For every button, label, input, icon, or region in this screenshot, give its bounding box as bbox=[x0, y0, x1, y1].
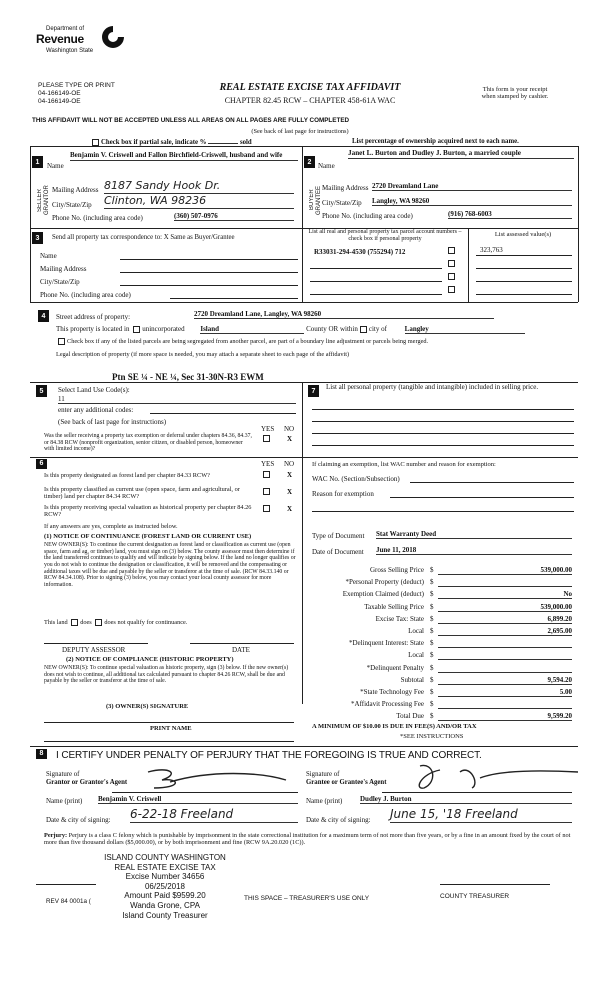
stamp-line-7: Island County Treasurer bbox=[122, 910, 208, 920]
receipt-note bbox=[460, 86, 570, 101]
fin-row-value[interactable]: 9,594.20 bbox=[438, 676, 572, 685]
section-2-marker: 2 bbox=[304, 156, 315, 168]
county-value[interactable]: Island bbox=[200, 325, 304, 334]
exemption-question: Was the seller receiving a property tax exemption or deferral under chapters 84.36, 84.37, or 84.38 RCW (nonprofit organization, senior citizen, or disabled person, homeowner with limited income)? bbox=[44, 433, 252, 453]
doc-date-value[interactable]: June 11, 2018 bbox=[376, 546, 572, 555]
fin-row-label: Local bbox=[408, 627, 424, 635]
stamp-line-6: Wanda Grone, CPA bbox=[130, 900, 200, 910]
parcel-personal-checkbox-4[interactable] bbox=[448, 286, 455, 293]
current-use-yes-checkbox[interactable] bbox=[263, 488, 270, 495]
within-city-checkbox[interactable] bbox=[360, 326, 367, 333]
parcel-personal-checkbox-1[interactable] bbox=[448, 247, 455, 254]
treasurer-space-label: THIS SPACE – TREASURER'S USE ONLY bbox=[244, 895, 370, 902]
fin-row-dollar: $ bbox=[430, 566, 434, 574]
buyer-city-value[interactable]: Langley, WA 98260 bbox=[372, 197, 572, 206]
personal-property-label: List all personal property (tangible and intangible) included in selling price. bbox=[326, 383, 539, 391]
fin-row-value[interactable] bbox=[438, 578, 572, 587]
grantor-sig-line2: Grantor or Grantor's Agent bbox=[46, 778, 128, 786]
fin-row-value[interactable] bbox=[438, 639, 572, 648]
doc-type-value[interactable]: Stat Warranty Deed bbox=[376, 530, 572, 539]
segregated-row bbox=[56, 338, 428, 345]
perjury-text: Perjury is a class C felony which is punishable by imprisonment in the state correctional institution for a maximum term of not more than five years, or by a fine in an amount fixed by the court of not more than five thousand dollars ($5,000.00), or by both imprisonment and fine (RCW 9A.20.020 (1C)). bbox=[44, 832, 571, 847]
section-3-marker: 3 bbox=[32, 232, 43, 244]
grantee-signature-label bbox=[306, 771, 386, 787]
county-treasurer-label: COUNTY TREASURER bbox=[440, 893, 510, 900]
owner-signature-label: (3) OWNER(S) SIGNATURE bbox=[106, 703, 189, 710]
fin-row-value[interactable] bbox=[438, 700, 572, 709]
perjury-notice bbox=[44, 832, 574, 846]
section-6-marker: 6 bbox=[36, 459, 47, 469]
fin-row-label: Exemption Claimed (deduct) bbox=[342, 590, 424, 598]
fin-row-value[interactable] bbox=[438, 651, 572, 660]
revenue-label: Revenue bbox=[36, 32, 84, 46]
corr-name-label: Name bbox=[40, 252, 57, 260]
fin-row-label: *Delinquent Penalty bbox=[366, 664, 424, 672]
buyer-city-label: City/State/Zip bbox=[322, 199, 362, 207]
exemption-claim-label: If claiming an exemption, list WAC number and reason for exemption: bbox=[312, 461, 496, 468]
street-value[interactable]: 2720 Dreamland Lane, Langley, WA 98260 bbox=[194, 310, 494, 319]
fin-row-dollar: $ bbox=[430, 676, 434, 684]
fin-row-dollar: $ bbox=[430, 700, 434, 708]
see-instructions: *SEE INSTRUCTIONS bbox=[400, 733, 464, 740]
does-label: does bbox=[80, 619, 92, 626]
section-7-marker: 7 bbox=[308, 385, 319, 397]
fin-row-value[interactable]: 539,000.00 bbox=[438, 566, 572, 575]
fin-row-dollar: $ bbox=[430, 590, 434, 598]
forest-no-answer[interactable]: X bbox=[287, 471, 293, 479]
grantee-name-value[interactable]: Dudley J. Burton bbox=[360, 795, 572, 804]
form-subtitle: CHAPTER 82.45 RCW – CHAPTER 458-61A WAC bbox=[224, 96, 396, 105]
fin-row-label: *Personal Property (deduct) bbox=[345, 578, 424, 586]
fin-row-dollar: $ bbox=[430, 578, 434, 586]
parcel-number[interactable]: R33031-294-4530 (755294) 712 bbox=[314, 248, 406, 256]
historic-no-answer[interactable]: X bbox=[287, 505, 293, 513]
buyer-name-value[interactable]: Janet L. Burton and Dudley J. Burton, a married couple bbox=[348, 148, 574, 159]
fin-row-label: Subtotal bbox=[400, 676, 424, 684]
fin-row-label: Taxable Selling Price bbox=[364, 603, 424, 611]
print-name-label: PRINT NAME bbox=[150, 725, 192, 732]
seller-grantor-label: SELLER GRANTOR bbox=[37, 185, 50, 215]
section-5-marker: 5 bbox=[36, 385, 47, 397]
revenue-logo bbox=[36, 26, 126, 66]
if-yes-label: If any answers are yes, complete as instructed below. bbox=[44, 523, 178, 530]
grantor-name-value[interactable]: Benjamin V. Criswell bbox=[98, 795, 298, 804]
parcel-header: List all real and personal property tax parcel account numbers – check box if personal property bbox=[308, 229, 462, 242]
form-code-1: 04-166149-OE bbox=[38, 90, 81, 98]
dept-of-label: Department of bbox=[46, 26, 85, 32]
buyer-phone-value[interactable]: (916) 768-6003 bbox=[448, 210, 572, 219]
unincorporated-checkbox[interactable] bbox=[133, 326, 140, 333]
see-back-instructions: (See back of last page for instructions) bbox=[251, 128, 349, 135]
seller-city-label: City/State/Zip bbox=[52, 201, 92, 209]
location-row bbox=[56, 325, 576, 334]
located-in-label: This property is located in bbox=[56, 325, 130, 333]
does-checkbox[interactable] bbox=[71, 619, 78, 626]
fin-row-dollar: $ bbox=[430, 664, 434, 672]
segregated-checkbox[interactable] bbox=[58, 338, 65, 345]
seller-phone-label: Phone No. (including area code) bbox=[52, 214, 143, 222]
historic-question: Is this property receiving special valuation as historical property per chapter 84.26 RCW? bbox=[44, 504, 252, 519]
certify-statement: I CERTIFY UNDER PENALTY OF PERJURY THAT THE FOREGOING IS TRUE AND CORRECT. bbox=[56, 750, 482, 761]
correspondence-row bbox=[52, 234, 235, 242]
city-of-label: city of bbox=[368, 325, 387, 333]
street-label: Street address of property: bbox=[56, 313, 131, 321]
perjury-title: Perjury: bbox=[44, 832, 68, 839]
correspondence-label: Send all property tax correspondence to: bbox=[52, 234, 163, 241]
no-header-5: NO bbox=[284, 425, 295, 433]
yes-header-5: YES bbox=[261, 425, 275, 433]
deputy-assessor-label: DEPUTY ASSESSOR bbox=[62, 646, 126, 654]
within-label: within bbox=[339, 325, 358, 333]
fin-row-dollar: $ bbox=[430, 639, 434, 647]
grantee-name-label: Name (print) bbox=[306, 797, 343, 805]
notice1-body: NEW OWNER(S): To continue the current designation as forest land or classification as current use (open space, farm and ag, or timber) land, you must sign on (3) below. The county assessor must then determine if the land transferred continues to qualify and will indicate by signing below. If the land no longer qualifies or you do not wish to continue the designation or classification, it will be removed and the compensating or additional taxes will be due and payable by the seller or transferor at the time of sale. (RCW 84.33.140 or RCW 84.34.108). Prior to signing (3) below, you may contact your local county assessor for more information. bbox=[44, 542, 296, 588]
warning-text: THIS AFFIDAVIT WILL NOT BE ACCEPTED UNLESS ALL AREAS ON ALL PAGES ARE FULLY COMPLETED bbox=[32, 117, 350, 124]
does-not-label: does not qualify for continuance. bbox=[104, 619, 188, 626]
land-use-value[interactable]: 11 bbox=[58, 395, 296, 404]
forest-yes-checkbox[interactable] bbox=[263, 471, 270, 478]
header-codes bbox=[38, 82, 115, 106]
legal-desc-label: Legal description of property (if more space is needed, you may attach a separate sheet to each page of the affidavit) bbox=[56, 351, 350, 358]
fin-row-dollar: $ bbox=[430, 603, 434, 611]
fin-row-label: Excise Tax: State bbox=[375, 615, 424, 623]
section-1-marker: 1 bbox=[32, 156, 43, 168]
buyer-name-label: Name bbox=[318, 162, 335, 170]
grantor-signature-label bbox=[46, 771, 127, 787]
form-title: REAL ESTATE EXCISE TAX AFFIDAVIT bbox=[219, 82, 401, 93]
notice2-title: (2) NOTICE OF COMPLIANCE (HISTORIC PROPERTY) bbox=[66, 656, 234, 663]
grantor-name-label: Name (print) bbox=[46, 797, 83, 805]
assessed-value[interactable]: 323,763 bbox=[480, 246, 503, 254]
seller-phone-value[interactable]: (360) 507-0976 bbox=[174, 212, 294, 221]
ownership-header: List percentage of ownership acquired next to each name. bbox=[352, 138, 519, 145]
parcel-personal-checkbox-3[interactable] bbox=[448, 273, 455, 280]
grantee-date-city[interactable]: June 15, '18 Freeland bbox=[390, 808, 572, 823]
seller-mailing-value[interactable]: 8187 Sandy Hook Dr. bbox=[104, 180, 294, 194]
fin-row-label: Local bbox=[408, 651, 424, 659]
washington-state-label: Washington State bbox=[46, 48, 94, 54]
historic-yes-checkbox[interactable] bbox=[263, 505, 270, 512]
grantor-date-label: Date & city of signing: bbox=[46, 816, 111, 824]
fin-row-dollar: $ bbox=[430, 688, 434, 696]
wac-label: WAC No. (Section/Subsection) bbox=[312, 475, 400, 483]
legal-desc-value[interactable]: Ptn SE ¼ - NE ¼, Sec 31-30N-R3 EWM bbox=[112, 372, 264, 382]
exemption-no-answer[interactable]: X bbox=[287, 435, 293, 443]
minimum-fee-notice: A MINIMUM OF $10.00 IS DUE IN FEE(S) AND/OR TAX bbox=[312, 723, 477, 730]
no-header-6: NO bbox=[284, 460, 295, 468]
segregated-label: Check box if any of the listed parcels are being segregated from another parcel, are part of a boundary line adjustment or parcels being merged. bbox=[67, 338, 429, 345]
fin-row-value[interactable] bbox=[438, 664, 572, 673]
forest-question: Is this property designated as forest land per chapter 84.33 RCW? bbox=[44, 472, 210, 479]
stamp-line-1: ISLAND COUNTY WASHINGTON bbox=[104, 853, 226, 862]
seller-name-label: Name bbox=[47, 162, 64, 170]
fin-row-value[interactable]: 539,000.00 bbox=[438, 603, 572, 612]
fin-row-label: *State Technology Fee bbox=[360, 688, 424, 696]
continuance-row bbox=[44, 619, 187, 626]
notice1-title: (1) NOTICE OF CONTINUANCE (FOREST LAND OR CURRENT USE) bbox=[44, 533, 252, 540]
seller-mailing-label: Mailing Address bbox=[52, 186, 99, 194]
stamp-line-3: Excise Number 34656 bbox=[125, 872, 205, 882]
stamp-line-4: 06/25/2018 bbox=[144, 881, 186, 891]
buyer-phone-label: Phone No. (including area code) bbox=[322, 212, 413, 220]
yes-header-6: YES bbox=[261, 460, 275, 468]
grantee-sig-line2: Grantee or Grantee's Agent bbox=[306, 778, 387, 786]
additional-codes-label: enter any additional codes: bbox=[58, 406, 134, 414]
sold-label: sold bbox=[239, 139, 252, 146]
doc-date-label: Date of Document bbox=[312, 548, 364, 556]
fin-row-label: Gross Selling Price bbox=[369, 566, 424, 574]
revenue-swirl-icon bbox=[100, 24, 126, 50]
corr-mailing-label: Mailing Address bbox=[40, 265, 87, 273]
form-code-2: 04-166149-OE bbox=[38, 98, 81, 106]
fin-row-dollar: $ bbox=[430, 615, 434, 623]
grantee-sig-line1: Signature of bbox=[306, 771, 340, 778]
fin-row-label: *Affidavit Processing Fee bbox=[351, 700, 424, 708]
same-as-buyer[interactable]: X Same as Buyer/Grantee bbox=[163, 234, 235, 241]
buyer-mailing-value[interactable]: 2720 Dreamland Lane bbox=[372, 182, 572, 191]
partial-percent-line[interactable] bbox=[208, 138, 238, 144]
fin-row-value[interactable]: No bbox=[438, 590, 572, 599]
corr-city-label: City/State/Zip bbox=[40, 278, 80, 286]
buyer-grantee-label: BUYER GRANTEE bbox=[309, 185, 322, 215]
parcel-personal-checkbox-2[interactable] bbox=[448, 260, 455, 267]
fin-row-dollar: $ bbox=[430, 651, 434, 659]
fin-row-value[interactable]: 6,899.20 bbox=[438, 615, 572, 624]
corr-phone-label: Phone No. (including area code) bbox=[40, 291, 131, 299]
receipt-note-line1: This form is your receipt bbox=[482, 86, 548, 93]
partial-sale-label: Check box if partial sale, indicate % bbox=[101, 139, 207, 146]
grantee-date-label: Date & city of signing: bbox=[306, 816, 371, 824]
grantor-signature[interactable] bbox=[140, 764, 290, 794]
fin-row-value[interactable]: 5.00 bbox=[438, 688, 572, 697]
deputy-date-label: DATE bbox=[232, 646, 250, 654]
fin-row-dollar: $ bbox=[430, 627, 434, 635]
seller-city-value[interactable]: Clinton, WA 98236 bbox=[104, 195, 294, 209]
exemption-yes-checkbox[interactable] bbox=[263, 435, 270, 442]
partial-sale-checkbox[interactable] bbox=[92, 139, 99, 146]
this-land-label: This land bbox=[44, 619, 68, 626]
rev-code: REV 84 0001a ( bbox=[46, 898, 91, 905]
doc-type-label: Type of Document bbox=[312, 532, 365, 540]
county-or-label: County OR bbox=[306, 325, 339, 333]
current-use-question: Is this property classified as current use (open space, farm and agricultural, or timber) land per chapter 84.34 RCW? bbox=[44, 486, 240, 501]
fin-row-value[interactable]: 2,695.00 bbox=[438, 627, 572, 636]
notice2-body: NEW OWNER(S): To continue special valuation as historic property, sign (3) below. If the new owner(s) does not wish to continue, all additional tax calculated pursuant to chapter 84.26 RCW, shall be due and payable by the seller or transferor at the time of sale. bbox=[44, 665, 289, 685]
unincorporated-label: unincorporated bbox=[142, 325, 185, 333]
reason-label: Reason for exemption bbox=[312, 490, 374, 498]
stamp-line-2: REAL ESTATE EXCISE TAX bbox=[114, 862, 216, 872]
receipt-note-line2: when stamped by cashier. bbox=[481, 93, 549, 101]
seller-name-value[interactable]: Benjamin V. Criswell and Fallon Birchfield-Criswell, husband and wife bbox=[70, 150, 298, 161]
stamp-line-5: Amount Paid $9599.20 bbox=[124, 891, 206, 901]
buyer-mailing-label: Mailing Address bbox=[322, 184, 369, 192]
assessed-header: List assessed value(s) bbox=[494, 231, 552, 238]
land-use-label: Select Land Use Code(s): bbox=[58, 386, 130, 394]
grantor-date-city[interactable]: 6-22-18 Freeland bbox=[130, 808, 298, 823]
treasurer-stamp bbox=[100, 853, 230, 920]
see-back-codes: (See back of last page for instructions) bbox=[58, 418, 167, 426]
fin-row-value[interactable]: 9,599.20 bbox=[438, 712, 572, 721]
section-4-marker: 4 bbox=[38, 310, 49, 322]
fin-row-label: *Delinquent Interest: State bbox=[348, 639, 424, 647]
section-8-marker: 8 bbox=[36, 749, 47, 759]
grantee-signature[interactable] bbox=[410, 760, 580, 792]
city-value[interactable]: Langley bbox=[405, 325, 525, 334]
fin-row-dollar: $ bbox=[430, 712, 434, 720]
does-not-checkbox[interactable] bbox=[95, 619, 102, 626]
grantor-sig-line1: Signature of bbox=[46, 771, 80, 778]
fin-row-label: Total Due bbox=[396, 712, 424, 720]
type-or-print: PLEASE TYPE OR PRINT bbox=[38, 82, 115, 89]
current-use-no-answer[interactable]: X bbox=[287, 488, 293, 496]
